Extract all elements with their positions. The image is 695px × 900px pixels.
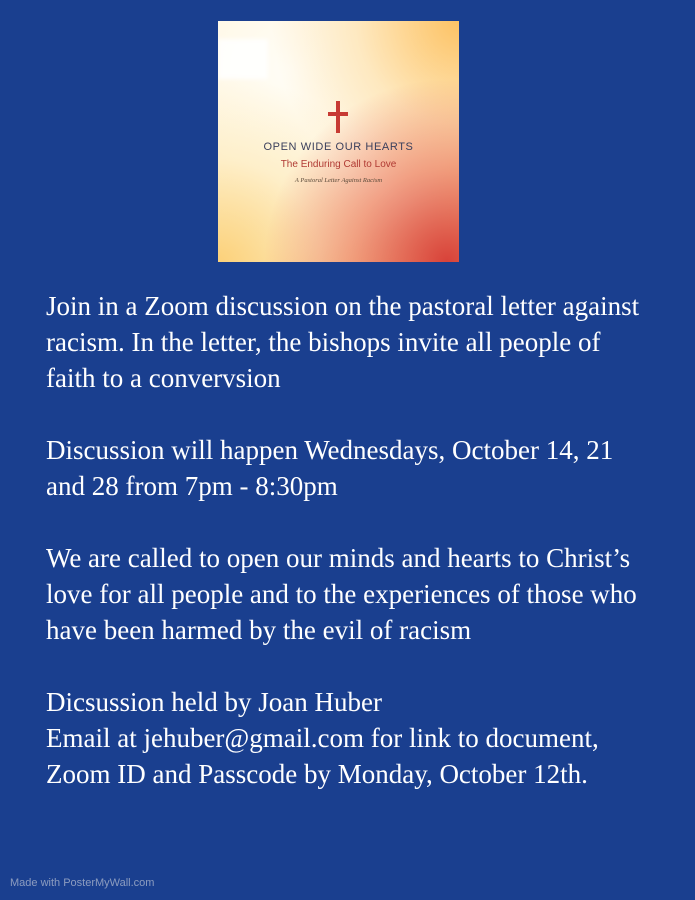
cover-glare	[218, 39, 268, 79]
contact-paragraph: Email at jehuber@gmail.com for link to document, Zoom ID and Passcode by Monday, October 12th.	[46, 723, 599, 789]
cross-icon	[328, 101, 348, 133]
cover-subtitle: The Enduring Call to Love	[280, 159, 397, 170]
calling-paragraph: We are called to open our minds and hearts to Christ’s love for all people and to the experiences of those who have been harmed by the evil of racism	[46, 543, 637, 645]
intro-paragraph: Join in a Zoom discussion on the pastoral letter against racism. In the letter, the bishops invite all people of faith to a convervsion	[46, 291, 640, 393]
flyer-body	[46, 288, 656, 792]
cover-title: OPEN WIDE OUR HEARTS	[263, 141, 414, 153]
watermark: Made with PosterMyWall.com	[10, 877, 155, 889]
host-line: Dicsussion held by Joan Huber	[46, 687, 382, 717]
schedule-paragraph: Discussion will happen Wednesdays, October 14, 21 and 28 from 7pm - 8:30pm	[46, 435, 614, 501]
cover-tagline: A Pastoral Letter Against Racism	[294, 177, 383, 184]
book-cover-image	[218, 21, 459, 262]
